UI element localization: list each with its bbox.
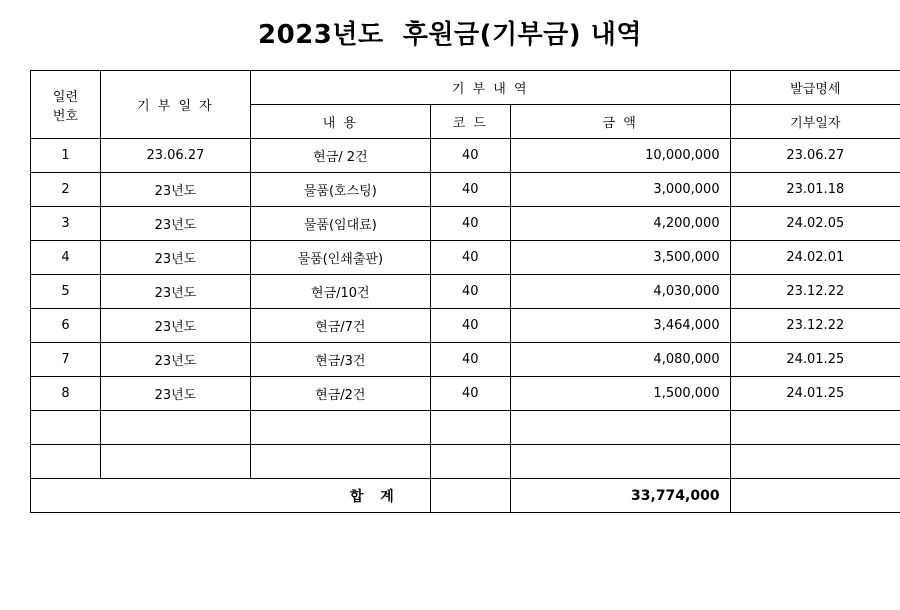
header-donation-details: 기 부 내 역 (250, 71, 730, 105)
table-row (31, 275, 900, 309)
row-amount: 3,500,000 (510, 241, 730, 275)
row-amount: 4,030,000 (510, 275, 730, 309)
row-number: 8 (31, 377, 101, 411)
row-content: 물품(인쇄출판) (250, 241, 430, 275)
header-serial-line1: 일련 (52, 89, 79, 105)
table-row (31, 139, 900, 173)
empty-cell (730, 411, 900, 445)
row-issued-date: 23.12.22 (730, 275, 900, 309)
table-row (31, 173, 900, 207)
row-date: 23년도 (100, 275, 250, 309)
row-code: 40 (430, 275, 510, 309)
row-issued-date: 23.01.18 (730, 173, 900, 207)
row-amount: 1,500,000 (510, 377, 730, 411)
donation-table (30, 70, 900, 513)
row-issued-date: 23.06.27 (730, 139, 900, 173)
row-number: 1 (31, 139, 101, 173)
empty-cell (510, 411, 730, 445)
empty-cell (31, 445, 101, 479)
row-content: 현금/10건 (250, 275, 430, 309)
row-amount: 3,464,000 (510, 309, 730, 343)
empty-cell (250, 445, 430, 479)
row-number: 7 (31, 343, 101, 377)
header-receipt-details: 발급명세 (730, 71, 900, 105)
empty-cell (100, 411, 250, 445)
row-content: 물품(호스팅) (250, 173, 430, 207)
row-code: 40 (430, 139, 510, 173)
header-serial-number (31, 71, 101, 139)
header-donation-date: 기 부 일 자 (100, 71, 250, 139)
row-amount: 4,080,000 (510, 343, 730, 377)
empty-cell (250, 411, 430, 445)
row-amount: 3,000,000 (510, 173, 730, 207)
empty-cell (730, 445, 900, 479)
row-number: 5 (31, 275, 101, 309)
row-date: 23년도 (100, 173, 250, 207)
empty-cell (31, 411, 101, 445)
row-content: 현금/7건 (250, 309, 430, 343)
empty-cell (430, 479, 510, 513)
empty-row (31, 411, 900, 445)
total-row (31, 479, 900, 513)
row-code: 40 (430, 343, 510, 377)
table-row (31, 241, 900, 275)
row-date: 23년도 (100, 207, 250, 241)
row-issued-date: 24.01.25 (730, 377, 900, 411)
empty-cell (730, 479, 900, 513)
row-date: 23년도 (100, 377, 250, 411)
row-number: 6 (31, 309, 101, 343)
empty-cell (430, 411, 510, 445)
row-code: 40 (430, 241, 510, 275)
header-amount: 금 액 (510, 105, 730, 139)
row-number: 3 (31, 207, 101, 241)
empty-cell (430, 445, 510, 479)
row-issued-date: 24.01.25 (730, 343, 900, 377)
row-amount: 4,200,000 (510, 207, 730, 241)
total-label: 합 계 (31, 479, 431, 513)
row-amount: 10,000,000 (510, 139, 730, 173)
row-date: 23년도 (100, 343, 250, 377)
empty-cell (100, 445, 250, 479)
empty-row (31, 445, 900, 479)
row-content: 현금/3건 (250, 343, 430, 377)
table-row (31, 343, 900, 377)
header-receipt-date: 기부일자 (730, 105, 900, 139)
row-date: 23년도 (100, 241, 250, 275)
row-date: 23년도 (100, 309, 250, 343)
row-content: 현금/2건 (250, 377, 430, 411)
row-code: 40 (430, 173, 510, 207)
row-issued-date: 23.12.22 (730, 309, 900, 343)
row-date: 23.06.27 (100, 139, 250, 173)
empty-cell (510, 445, 730, 479)
table-row (31, 377, 900, 411)
header-serial-line2: 번호 (52, 108, 79, 124)
header-code: 코 드 (430, 105, 510, 139)
row-code: 40 (430, 207, 510, 241)
row-code: 40 (430, 377, 510, 411)
row-number: 4 (31, 241, 101, 275)
row-content: 물품(임대료) (250, 207, 430, 241)
table-row (31, 309, 900, 343)
row-content: 현금/ 2건 (250, 139, 430, 173)
row-issued-date: 24.02.01 (730, 241, 900, 275)
row-code: 40 (430, 309, 510, 343)
row-number: 2 (31, 173, 101, 207)
row-issued-date: 24.02.05 (730, 207, 900, 241)
header-content: 내 용 (250, 105, 430, 139)
table-row (31, 207, 900, 241)
page-title: 2023년도 후원금(기부금) 내역 (258, 20, 642, 50)
total-amount: 33,774,000 (510, 479, 730, 513)
